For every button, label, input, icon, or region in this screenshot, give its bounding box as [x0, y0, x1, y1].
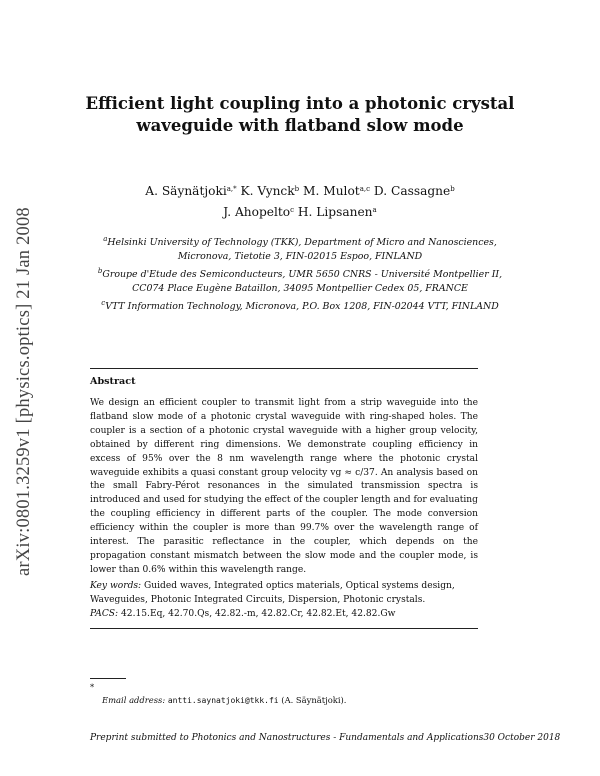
affiliation-text: VTT Information Technology, Micronova, P.O. Box 1208, FIN-02044 VTT, FINLAND: [105, 301, 499, 312]
author-name: K. Vynck: [240, 184, 295, 198]
abstract-body: We design an efficient coupler to transmit light from a strip waveguide into the flatband slow mode of a photonic crystal waveguide with ring-shaped holes. The coupler is a section of a photonic crystal waveguide with a higher group velocity, obtained by different ring dimensions. We demonstrate coupling efficiency in excess of 95% over the 8 nm wavelength range where the photonic crystal waveguide exhibits a quasi constant group velocity vg ≈ c/37. An analysis based on the small Fabry-Pérot resonances in the simulated transmission spectra is introduced and used for studying the effect of the coupler length and for evaluating the coupling efficiency in different parts of the coupler. The mode conversion efficiency within the coupler is more than 99.7% over the wavelength range of interest. The parasitic reflectance in the coupler, which depends on the propagation constant mismatch between the slow mode and the coupler mode, is lower than 0.6% within this wavelength range.: [90, 398, 478, 575]
paper-title: Efficient light coupling into a photonic crystal waveguide with flatband slow mode: [85, 94, 515, 135]
author-affiliation-mark: a,*: [226, 185, 237, 193]
author-line-1: [84, 180, 516, 201]
author-list: [84, 180, 516, 222]
footnote-email-line: [90, 694, 490, 707]
author-affiliation-mark: b: [294, 185, 300, 193]
footnote: [90, 681, 490, 707]
affiliation-text: Groupe d'Etude des Semiconducteurs, UMR 5650 CNRS - Université Montpellier II, CC074 Place Eugène Bataillon, 34095 Montpellier Cedex 05, FRANCE: [102, 269, 503, 294]
affiliation-mark: a: [103, 235, 108, 243]
email-label: Email address:: [102, 695, 166, 705]
author-line-2: [84, 201, 516, 222]
arxiv-identifier[interactable]: arXiv:0801.3259v1 [physics.optics] 21 Jan 2008: [14, 207, 34, 576]
affiliation: [90, 265, 510, 295]
pacs-label: PACS:: [90, 608, 119, 619]
pacs-codes: 42.15.Eq, 42.70.Qs, 42.82.-m, 42.82.Cr, 42.82.Et, 42.82.Gw: [121, 608, 396, 619]
keywords-label: Key words:: [90, 581, 142, 591]
author-affiliation-mark: b: [450, 185, 455, 193]
author-name: A. Säynätjoki: [145, 184, 227, 198]
abstract-top-rule: [90, 368, 478, 369]
affiliation: [90, 297, 510, 314]
footnote-rule: [90, 678, 126, 679]
author-affiliation-mark: c: [290, 206, 295, 214]
affiliation-list: [90, 233, 510, 316]
preprint-notice: Preprint submitted to Photonics and Nanostructures - Fundamentals and Applications30 October 2018: [90, 733, 561, 743]
keywords-block: [90, 580, 478, 622]
affiliation: [90, 233, 510, 263]
author-name: M. Mulot: [303, 184, 360, 198]
author-affiliation-mark: a,c: [359, 185, 371, 193]
author-name: H. Lipsanen: [297, 205, 373, 219]
email-link[interactable]: antti.saynatjoki@tkk.fi: [167, 696, 279, 705]
footnote-marker: *: [90, 682, 95, 692]
author-name: D. Cassagne: [373, 184, 451, 198]
email-owner: (A. Säynätjoki).: [281, 695, 347, 705]
keywords-text: Guided waves, Integrated optics materials, Optical systems design, Waveguides, Photonic Integrated Circuits, Dispersion, Photonic crystals.: [90, 581, 455, 605]
affiliation-text: Helsinki University of Technology (TKK), Department of Micro and Nanosciences, Micronova, Tietotie 3, FIN-02015 Espoo, FINLAND: [107, 237, 497, 262]
keywords-bottom-rule: [90, 628, 478, 629]
affiliation-mark: c: [101, 299, 106, 307]
author-name: J. Ahopelto: [223, 205, 291, 219]
abstract-heading: Abstract: [90, 376, 136, 387]
author-affiliation-mark: a: [372, 206, 377, 214]
affiliation-mark: b: [97, 267, 103, 275]
